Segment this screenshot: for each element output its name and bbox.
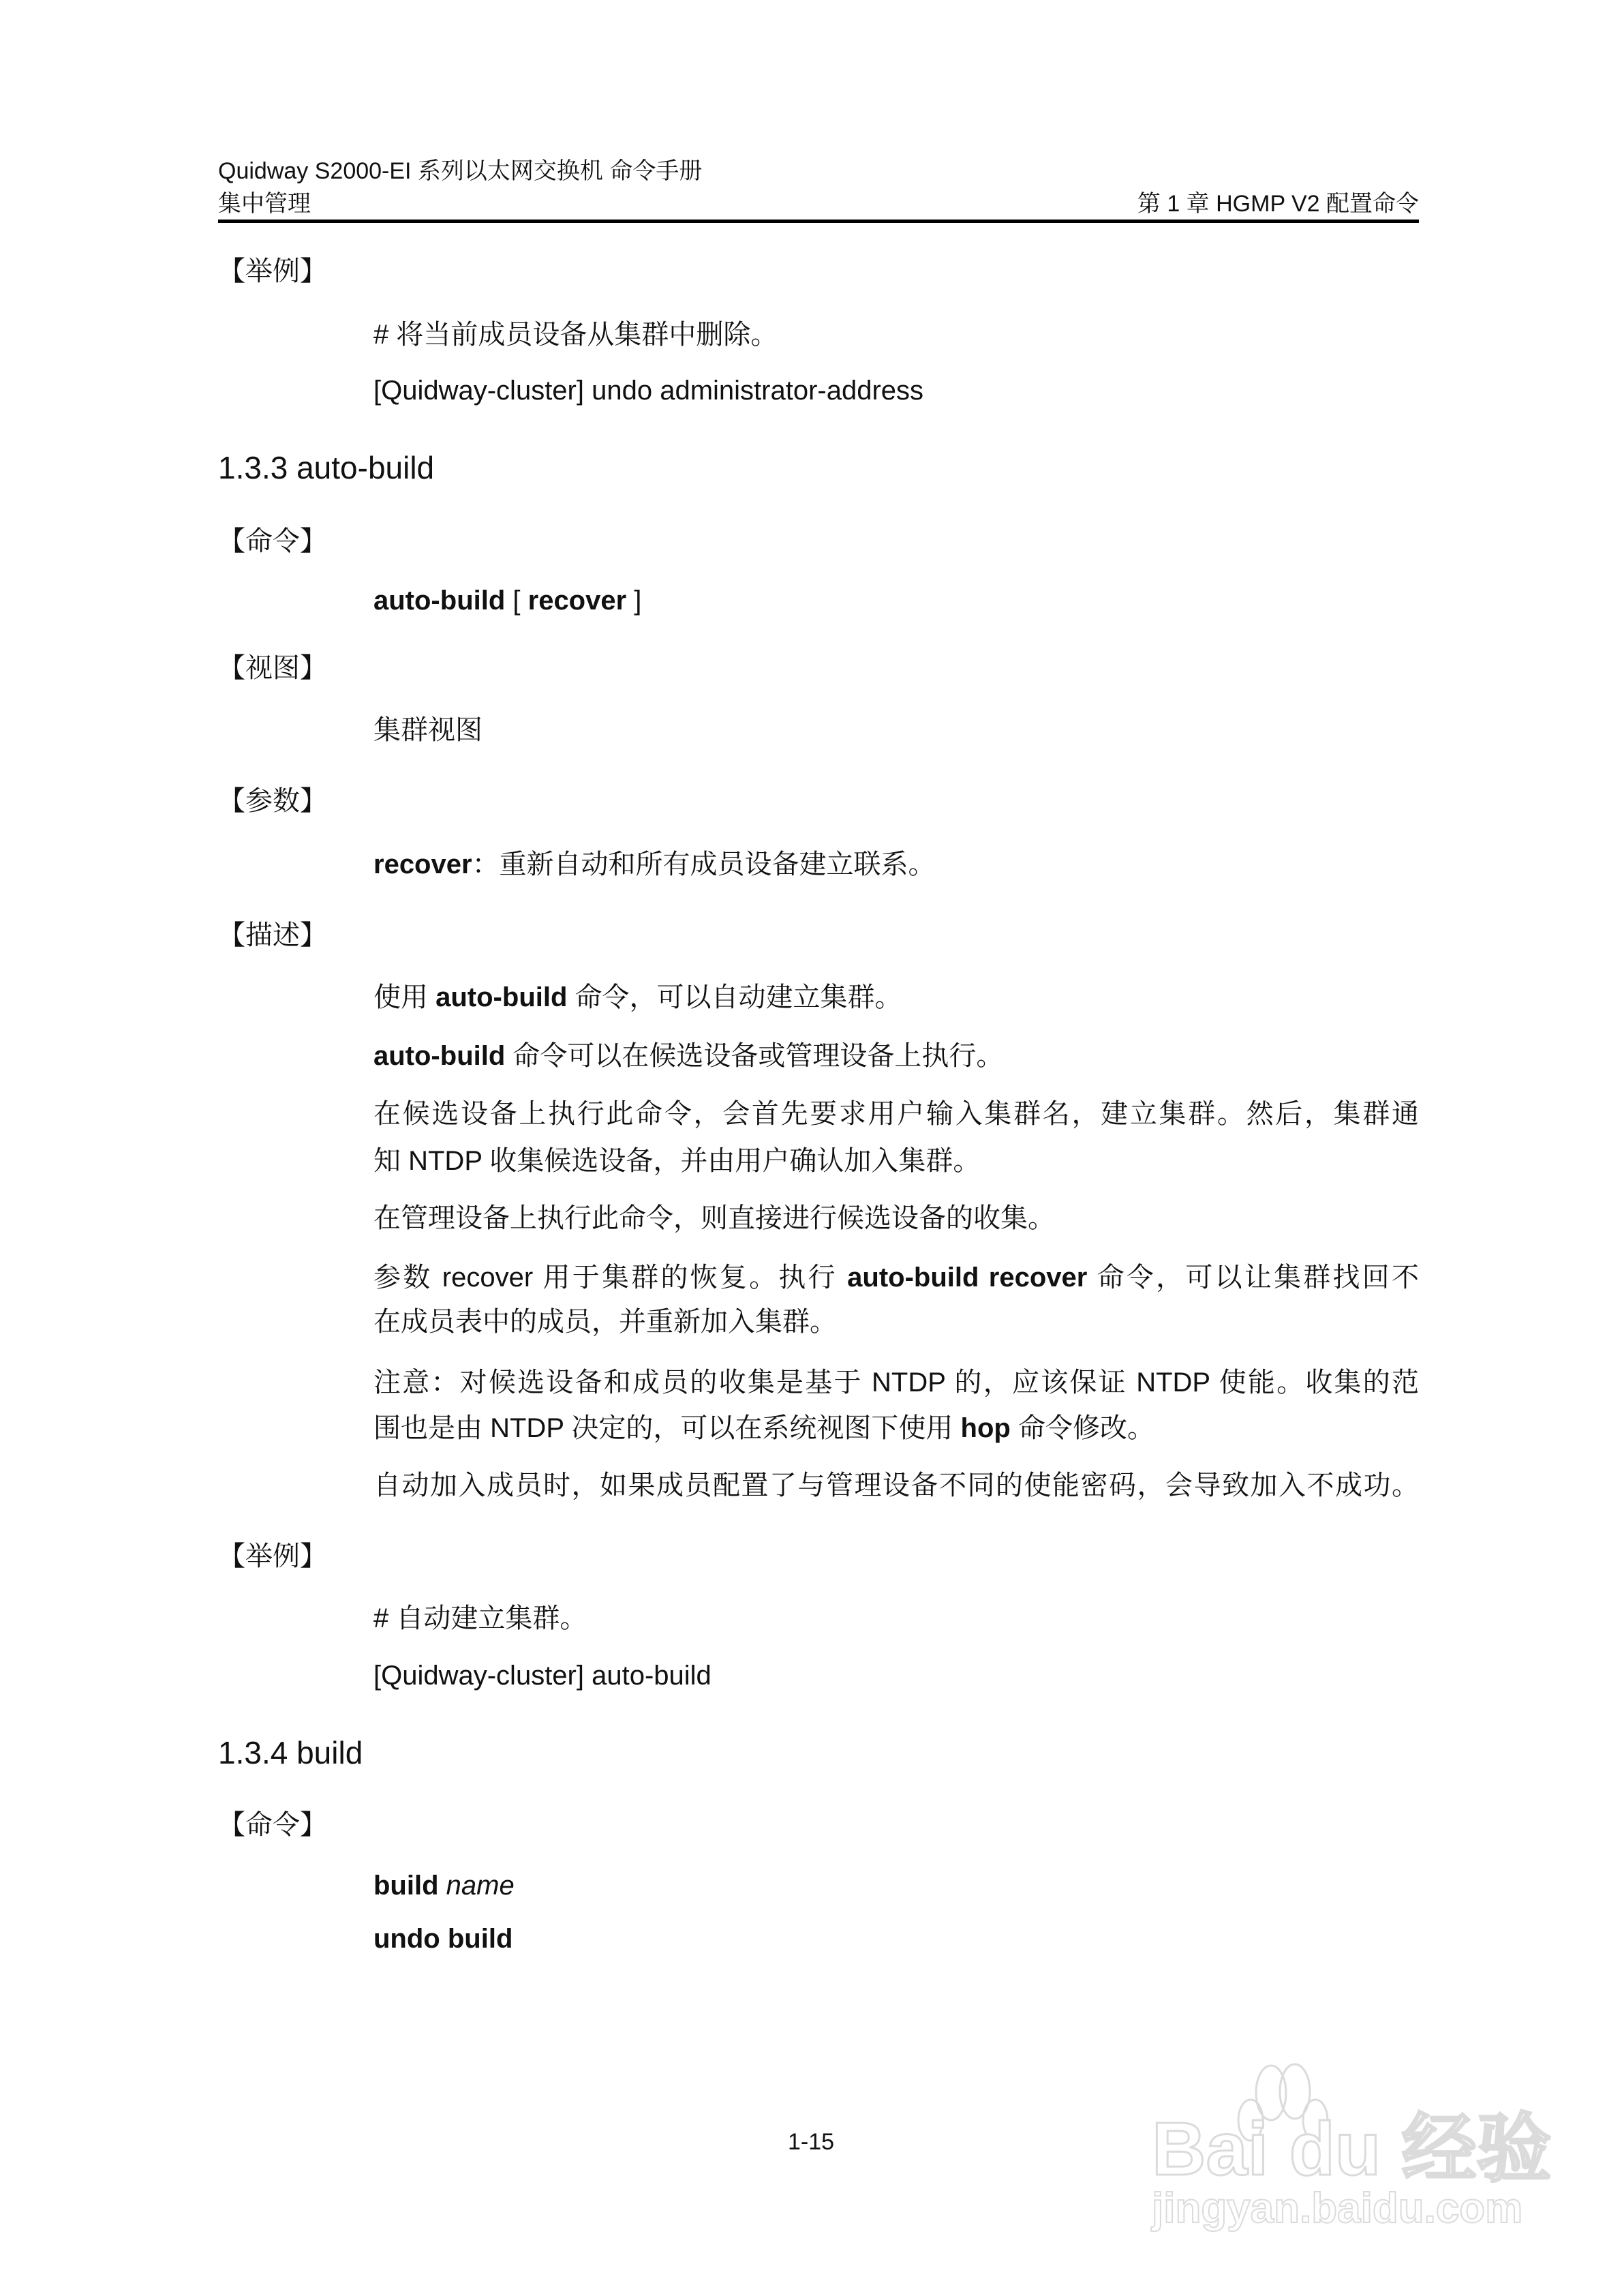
text-segment: 【视图】: [218, 653, 327, 683]
section-label: [218, 784, 327, 818]
text-line: [373, 1601, 1419, 1635]
text-segment: 知 NTDP 收集候选设备，并由用户确认加入集群。: [373, 1146, 981, 1176]
command-argument: name: [446, 1871, 515, 1901]
manual-title: Quidway S2000-EI 系列以太网交换机 命令手册: [218, 158, 703, 184]
text-segment: ]: [626, 586, 642, 616]
text-segment: 【举例】: [218, 256, 327, 286]
text-line: [373, 584, 1419, 618]
section-heading: [218, 1734, 363, 1772]
svg-text:Bai du 经验: Bai du 经验: [1152, 2107, 1552, 2191]
text-segment: ：重新自动和所有成员设备建立联系。: [472, 849, 936, 879]
text-line: [373, 1097, 1419, 1131]
text-line: [373, 318, 1419, 352]
text-line: [373, 1144, 1419, 1178]
text-segment: 自动加入成员时，如果成员配置了与管理设备不同的使能密码，会导致加入不成功。: [373, 1470, 1419, 1500]
text-segment: 命令可以在候选设备或管理设备上执行。: [505, 1041, 1004, 1071]
text-segment: # 将当前成员设备从集群中删除。: [373, 320, 778, 350]
text-segment: 注意：对候选设备和成员的收集是基于 NTDP 的，应该保证 NTDP 使能。收集的范: [373, 1368, 1419, 1398]
text-line: [373, 1869, 1419, 1903]
command-keyword: recover: [527, 586, 627, 616]
baidu-watermark-logo: [1131, 2052, 1552, 2233]
text-line: [373, 1039, 1419, 1073]
text-line: [373, 847, 1419, 881]
text-segment: [: [505, 586, 528, 616]
text-segment: 命令，可以让集群找回不: [1087, 1263, 1419, 1293]
section-label: [218, 1808, 327, 1842]
text-line: [373, 1468, 1419, 1502]
command-keyword: undo build: [373, 1924, 513, 1954]
text-line: [373, 374, 1419, 408]
text-line: [373, 713, 1419, 747]
text-line: [373, 1365, 1419, 1400]
section-label: [218, 1539, 327, 1573]
text-segment: 集群视图: [373, 715, 483, 745]
text-segment: 【命令】: [218, 526, 327, 556]
section-name: 集中管理: [218, 191, 311, 217]
text-line: [373, 1201, 1419, 1235]
text-segment: 使用: [373, 982, 436, 1012]
header-rule: [218, 220, 1419, 223]
text-segment: 1.3.3 auto-build: [218, 450, 435, 485]
page-number: 1-15: [787, 2129, 835, 2155]
section-label: [218, 918, 327, 952]
text-segment: 命令，可以自动建立集群。: [567, 982, 902, 1012]
command-keyword: hop: [960, 1413, 1011, 1443]
text-segment: 【参数】: [218, 786, 327, 816]
command-keyword: auto-build: [373, 586, 506, 616]
section-label: [218, 254, 327, 288]
text-line: [373, 1659, 1419, 1693]
section-label: [218, 524, 327, 558]
text-segment: 围也是由 NTDP 决定的，可以在系统视图下使用: [373, 1413, 961, 1443]
text-segment: [439, 1871, 446, 1901]
text-segment: 参数 recover 用于集群的恢复。执行: [373, 1263, 848, 1293]
chapter-title: 第 1 章 HGMP V2 配置命令: [1137, 191, 1419, 217]
text-line: [373, 1411, 1419, 1445]
section-label: [218, 651, 327, 685]
text-segment: # 自动建立集群。: [373, 1603, 587, 1633]
command-keyword: auto-build: [435, 982, 568, 1012]
text-segment: 【举例】: [218, 1541, 327, 1571]
text-segment: 在管理设备上执行此命令，则直接进行候选设备的收集。: [373, 1203, 1055, 1233]
text-line: [373, 1922, 1419, 1956]
text-segment: 1.3.4 build: [218, 1735, 363, 1770]
svg-text:jingyan.baidu.com: jingyan.baidu.com: [1152, 2185, 1523, 2232]
text-line: [373, 1260, 1419, 1295]
command-keyword: build: [373, 1871, 439, 1901]
text-segment: 在候选设备上执行此命令，会首先要求用户输入集群名，建立集群。然后，集群通: [373, 1099, 1419, 1129]
text-segment: 【描述】: [218, 920, 327, 950]
command-keyword: auto-build recover: [847, 1263, 1088, 1293]
text-segment: 【命令】: [218, 1810, 327, 1840]
text-line: [373, 980, 1419, 1014]
text-segment: 在成员表中的成员，并重新加入集群。: [373, 1307, 837, 1337]
text-segment: [Quidway-cluster] auto-build: [373, 1661, 711, 1691]
command-keyword: recover: [373, 849, 472, 879]
command-keyword: auto-build: [373, 1041, 506, 1071]
text-line: [373, 1305, 1419, 1339]
text-segment: [Quidway-cluster] undo administrator-address: [373, 376, 924, 406]
text-segment: 命令修改。: [1010, 1413, 1154, 1443]
section-heading: [218, 449, 434, 487]
